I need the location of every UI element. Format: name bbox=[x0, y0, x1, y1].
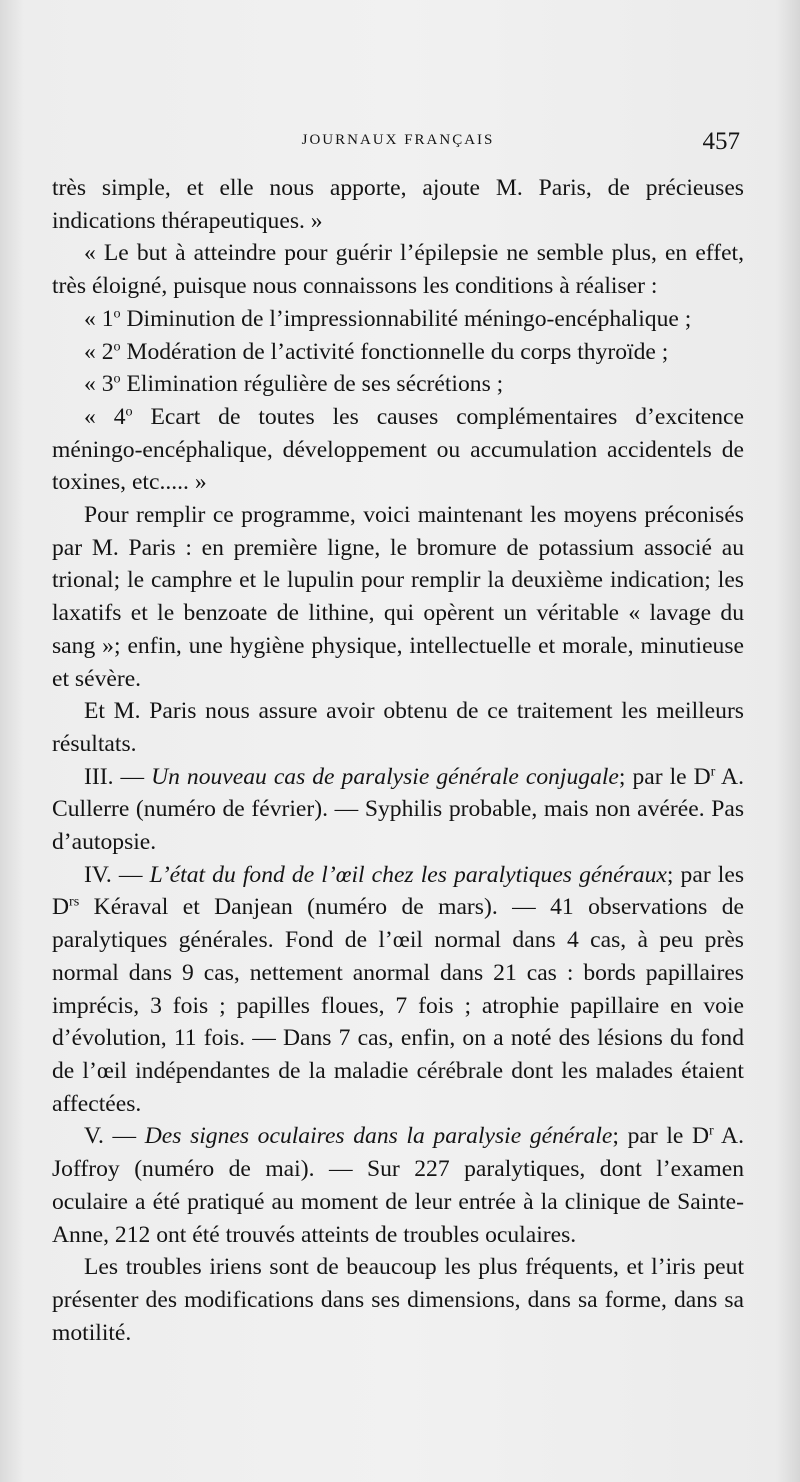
paragraph bbox=[52, 336, 744, 369]
text-run: « Le but à atteindre pour guérir l’épilepsie ne semble plus, en effet, très éloigné, puisque nous connaissons les conditions à réaliser : bbox=[52, 240, 744, 300]
text-run: Ecart de toutes les causes complémentaires d’excitence méningo-encéphalique, développement ou accumulation accidentels de toxines, etc..... » bbox=[52, 403, 744, 496]
italic-title: L’état du fond de l’œil chez les paralytiques généraux bbox=[149, 861, 667, 888]
body-text bbox=[52, 172, 744, 1349]
text-run: « 2 bbox=[84, 338, 114, 365]
text-run: « 1 bbox=[84, 305, 114, 332]
paragraph bbox=[52, 499, 744, 695]
running-header bbox=[52, 128, 744, 158]
paragraph bbox=[52, 172, 744, 237]
paragraph bbox=[52, 761, 744, 859]
paragraph bbox=[52, 695, 744, 760]
superscript-text: r bbox=[709, 1122, 714, 1139]
text-run: Diminution de l’impressionnabilité méningo-encéphalique ; bbox=[120, 305, 692, 332]
italic-title: Un nouveau cas de paralysie générale conjugale bbox=[151, 763, 619, 790]
paragraph bbox=[52, 368, 744, 401]
text-run: ; par les D bbox=[52, 861, 744, 921]
paragraph bbox=[52, 303, 744, 336]
paragraph bbox=[52, 1120, 744, 1251]
paragraph bbox=[52, 237, 744, 302]
text-run: Modération de l’activité fonctionnelle du corps thyroïde ; bbox=[120, 338, 669, 365]
text-run: A. Cullerre (numéro de février). — Syphilis probable, mais non avérée. Pas d’autopsie. bbox=[52, 763, 744, 856]
paragraph bbox=[52, 401, 744, 499]
superscript-text: rs bbox=[69, 893, 80, 910]
text-run: Les troubles iriens sont de beaucoup les plus fréquents, et l’iris peut présenter des modifications dans ses dimensions, dans sa forme, dans sa motilité. bbox=[52, 1254, 744, 1346]
text-run: IV. — bbox=[84, 861, 150, 888]
text-run: III. — bbox=[84, 763, 152, 790]
superscript-text: r bbox=[710, 763, 716, 780]
text-run: A. Joffroy (numéro de mai). — Sur 227 paralytiques, dont l’examen oculaire a été pratiqué au moment de leur entrée à la clinique de Sainte-Anne, 212 ont été trouvés atteints de troubles oculaires. bbox=[52, 1123, 744, 1248]
text-run: ; par le D bbox=[618, 763, 711, 790]
text-run: « 4 bbox=[84, 403, 126, 430]
superscript-text: o bbox=[113, 370, 121, 387]
superscript-text: o bbox=[125, 403, 133, 420]
text-run: très simple, et elle nous apporte, ajoute M. Paris, de précieuses indications thérapeutiques. » bbox=[52, 175, 744, 234]
text-run: « 3 bbox=[84, 371, 114, 398]
paragraph bbox=[52, 1251, 744, 1349]
text-run: Elimination régulière de ses sécrétions ; bbox=[120, 371, 504, 398]
text-run: Kéraval et Danjean (numéro de mars). — 41 observations de paralytiques générales. Fond de l’œil normal dans 4 cas, à peu près normal dans 9 cas, nettement anormal dans 21 cas : bords papillaires imprécis, 3 fois ; papilles floues, 7 fois ; atrophie papillaire en voie d’évolution, 11 fois. — Dans 7 cas, enfin, on a noté des lésions du fond de l’œil indépendantes de la maladie cérébrale dont les malades étaient affectées. bbox=[52, 894, 744, 1117]
superscript-text: o bbox=[113, 305, 121, 322]
superscript-text: o bbox=[113, 338, 121, 355]
italic-title: Des signes oculaires dans la paralysie générale bbox=[144, 1123, 613, 1150]
text-run: Et M. Paris nous assure avoir obtenu de ce traitement les meilleurs résultats. bbox=[52, 698, 744, 757]
text-run: V. — bbox=[84, 1123, 145, 1150]
text-run: ; par le D bbox=[612, 1123, 710, 1150]
paragraph bbox=[52, 859, 744, 1121]
text-run: Pour remplir ce programme, voici maintenant les moyens préconisés par M. Paris : en première ligne, le bromure de potassium associé au trional; le camphre et le lupulin pour remplir la deuxième indication; les laxatifs et le benzoate de lithine, qui opèrent un véritable « lavage du sang »; enfin, une hygiène physique, intellectuelle et morale, minutieuse et sévère. bbox=[52, 502, 744, 692]
running-title: JOURNAUX FRANÇAIS bbox=[301, 132, 495, 148]
page-number: 457 bbox=[702, 128, 740, 155]
